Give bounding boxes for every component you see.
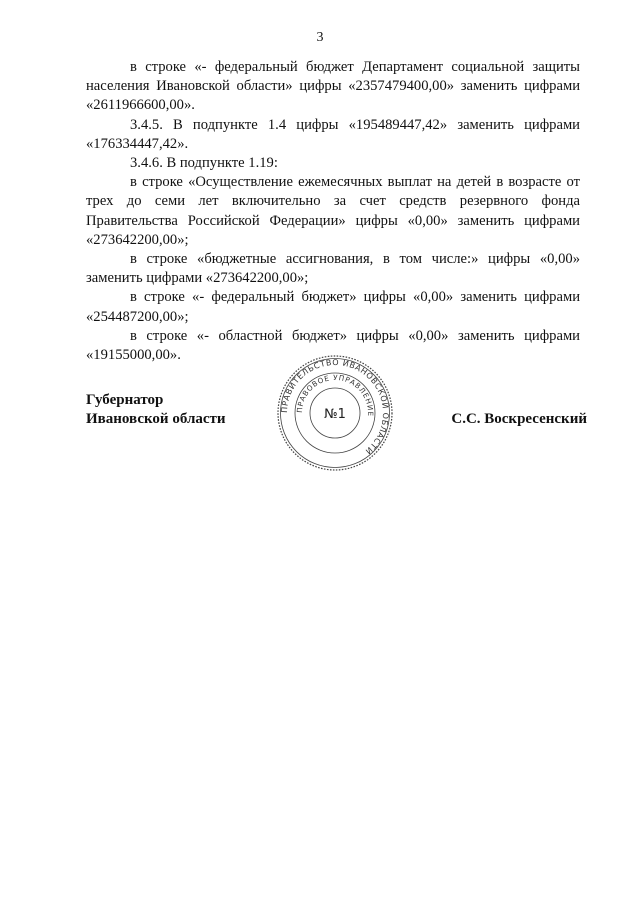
signatory-title: [86, 391, 226, 429]
official-stamp: [276, 354, 394, 472]
stamp-number: №1: [324, 407, 346, 422]
paragraph-federal-budget: в строке «- федеральный бюджет» цифры «0,00» заменить цифрами «254487200,00»;: [86, 289, 580, 325]
signatory-name: С.С. Воскресенский: [451, 411, 587, 427]
stamp-outer-text: ПРАВИТЕЛЬСТВО ИВАНОВСКОЙ ОБЛАСТИ: [279, 357, 391, 457]
paragraph-budget-allocations: в строке «бюджетные ассигнования, в том числе:» цифры «0,00» заменить цифрами «273642200,00»;: [86, 251, 580, 287]
paragraph-regional-budget: в строке «- областной бюджет» цифры «0,00» заменить цифрами «19155000,00».: [86, 327, 580, 364]
stamp-graphic: [276, 354, 394, 472]
paragraph-3-4-5: 3.4.5. В подпункте 1.4 цифры «195489447,42» заменить цифрами «176334447,42».: [86, 116, 580, 152]
document-body: [86, 58, 580, 365]
signatory-title-line1: Губернатор: [86, 392, 164, 408]
signatory-title-line2: Ивановской области: [86, 411, 226, 427]
paragraph-3-4-6: 3.4.6. В подпункте 1.19:: [130, 155, 278, 172]
paragraph-federal-budget-line: в строке «- федеральный бюджет Департамент социальной защиты населения Ивановской области» цифры «2357479400,00» заменить цифрами «2611966600,00».: [86, 59, 580, 114]
stamp-inner-text: ПРАВОВОЕ УПРАВЛЕНИЕ: [294, 372, 376, 417]
page-number: 3: [316, 30, 324, 45]
paragraph-monthly-payments: в строке «Осуществление ежемесячных выплат на детей в возрасте от трех до семи лет включительно за счет средств резервного фонда Правительства Российской Федерации» цифры «0,00» заменить цифрами «273642200,00»;: [86, 174, 580, 248]
